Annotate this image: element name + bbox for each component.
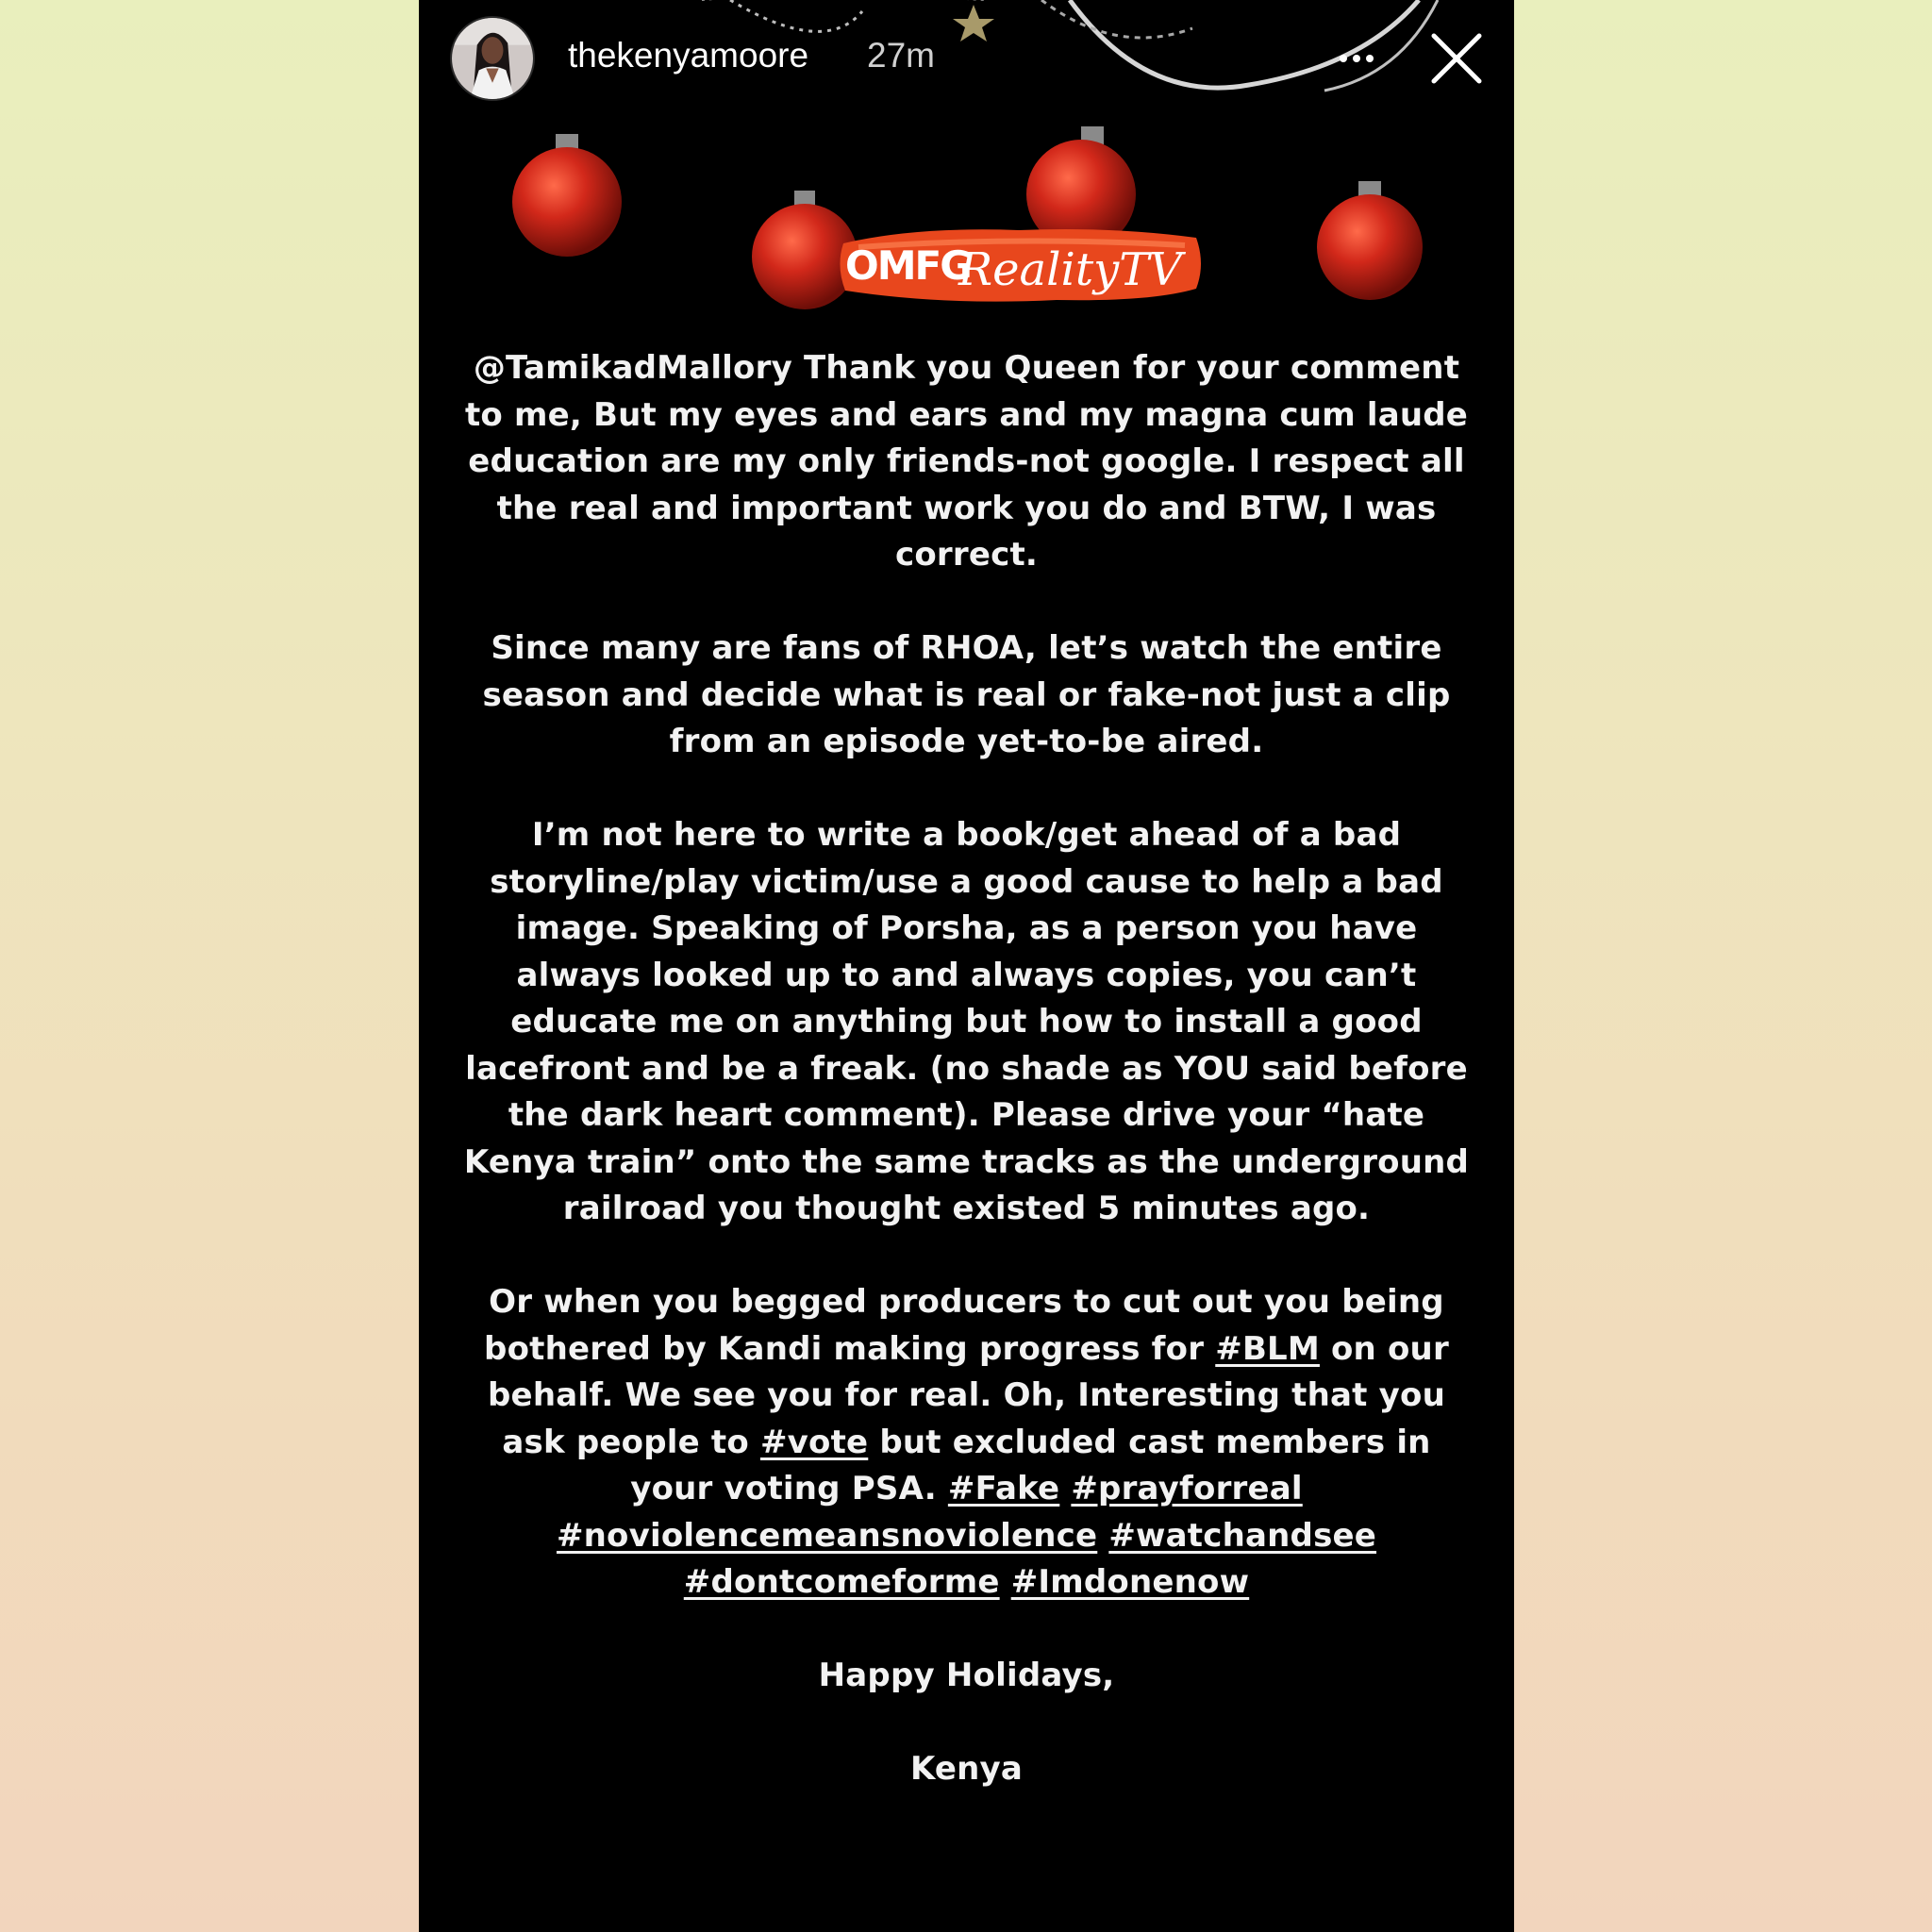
story-header xyxy=(419,0,1514,113)
hashtag-dontcomeforme[interactable]: #dontcomeforme xyxy=(683,1563,1000,1601)
paragraph-2: Since many are fans of RHOA, let’s watch the entire season and decide what is real or fake-not just a clip from an episode yet-to-be aired. xyxy=(482,629,1451,760)
svg-text:OMFG: OMFG xyxy=(845,242,971,289)
ornament-1 xyxy=(512,134,622,257)
closing-line: Happy Holidays, xyxy=(818,1657,1115,1694)
paragraph-1: @TamikadMallory Thank you Queen for your comment to me, But my eyes and ears and my magna cum laude education are my only friends-not google. I respect all the real and important work you do and BTW, I was correct. xyxy=(464,349,1469,574)
paragraph-4-text-c: but excluded cast members in your voting PSA. xyxy=(630,1423,1431,1507)
avatar[interactable] xyxy=(450,16,535,101)
hashtag-vote[interactable]: #vote xyxy=(759,1423,869,1461)
svg-text:RealityTV: RealityTV xyxy=(958,243,1182,296)
omfg-realitytv-logo xyxy=(830,215,1208,317)
paragraph-4-text-b: on our behalf. We see you for real. Oh, Interesting that you ask people to xyxy=(488,1329,1449,1461)
hashtag-prayforreal[interactable]: #prayforreal xyxy=(1071,1470,1303,1507)
hashtag-fake[interactable]: #Fake xyxy=(947,1470,1060,1507)
ellipsis-icon xyxy=(1328,38,1385,75)
hashtag-blm[interactable]: #BLM xyxy=(1215,1329,1320,1368)
paragraph-4 xyxy=(457,1279,1476,1607)
paragraph-4-text-a: Or when you begged producers to cut out you being bothered by Kandi making progress for xyxy=(484,1283,1444,1368)
story-viewer[interactable] xyxy=(419,0,1514,1932)
hashtag-noviolencemeansnoviolence[interactable]: #noviolencemeansnoviolence xyxy=(556,1516,1098,1555)
hashtag-watchandsee[interactable]: #watchandsee xyxy=(1108,1516,1377,1555)
profile-photo xyxy=(452,18,533,99)
close-icon xyxy=(1426,28,1487,89)
username[interactable]: thekenyamoore xyxy=(568,36,809,75)
paragraph-3: I’m not here to write a book/get ahead of a bad storyline/play victim/use a good cause to help a bad image. Speaking of Porsha, as a person you have always looked up to and always copies, you can’t educate me on anything but how to install a good lacefront and be a freak. (no shade as YOU said before the dark heart comment). Please drive your “hate Kenya train” onto the same tracks as the underground railroad you thought existed 5 minutes ago. xyxy=(463,816,1470,1227)
story-text xyxy=(457,345,1476,1840)
hashtag-imdonenow[interactable]: #Imdonenow xyxy=(1010,1563,1250,1601)
ornament-4 xyxy=(1317,181,1423,300)
more-options-button[interactable] xyxy=(1328,38,1385,75)
post-time: 27m xyxy=(867,36,935,75)
close-button[interactable] xyxy=(1426,28,1487,89)
signature: Kenya xyxy=(909,1750,1024,1788)
